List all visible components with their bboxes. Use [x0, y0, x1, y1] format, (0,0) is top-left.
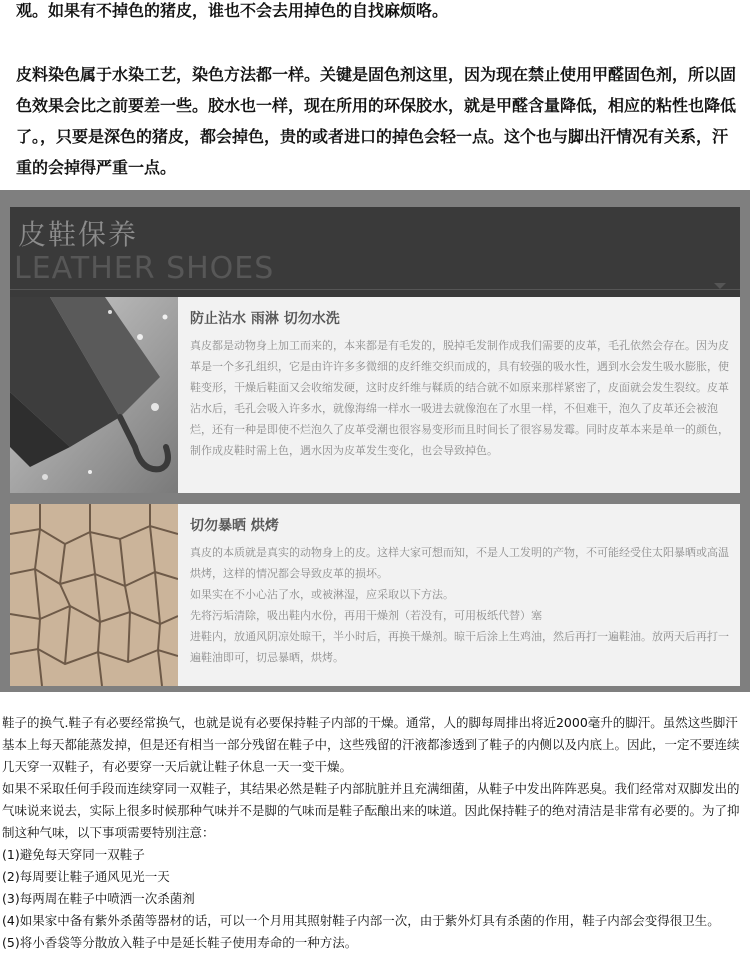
intro-line: 观。如果有不掉色的猪皮，谁也不会去用掉色的自找麻烦咯。 — [16, 1, 449, 20]
leather-shoes-banner — [10, 207, 740, 297]
no-sun-body — [190, 542, 732, 668]
list-item: (4)如果家中备有紫外杀菌等器材的话，可以一个月用其照射鞋子内部一次，由于紫外灯具有杀菌的作用，鞋子内部会变得很卫生。 — [2, 913, 720, 928]
no-sun-line: 如果实在不小心沾了水，或被淋湿，应采取以下方法。 — [190, 588, 454, 601]
no-sun-line: 真皮的本质就是真实的动物身上的皮。这样大家可想而知，不是人工发明的产物，不可能经受住太阳暴晒或高温烘烤，这样的情况都会导致皮革的损坏。 — [190, 546, 729, 580]
waterproof-body — [190, 335, 732, 461]
banner-divider — [10, 289, 740, 290]
list-item: (2)每周要让鞋子通风见光一天 — [2, 869, 170, 884]
umbrella-photo — [10, 297, 178, 493]
no-sun-line: 进鞋内，放通风阴凉处晾干，半小时后，再换干燥剂。晾干后涂上生鸡油，然后再打一遍鞋油。放两天后再打一遍鞋油即可，切忌暴晒，烘烤。 — [190, 630, 729, 664]
intro-section — [16, 0, 740, 183]
no-sun-card — [10, 504, 740, 686]
waterproof-line: 真皮都是动物身上加工而来的，本来都是有毛发的，脱掉毛发制作成我们需要的皮革，毛孔依然会存在。因为皮革是一个多孔组织，它是由许许多多微细的皮纤维交织而成的，具有较强的吸水性，遇到水会发生吸水膨胀，使鞋变形，干燥后鞋面又会收缩发硬，这时皮纤维与鞣质的结合就不如原来那样紧密了，皮面就会发生裂纹。皮革沾水后，毛孔会吸入许多水，就像海绵一样水一吸进去就像泡在了水里一样，不但难干，泡久了皮革还会被泡烂，还有一种是即使不烂泡久了皮革受潮也很容易变形而且时间长了很容易发霉。同时皮革本来是单一的颜色，制作成皮鞋时需上色，遇水因为皮革发生变化，也会导致掉色。 — [190, 339, 729, 457]
cracked-earth-photo — [10, 504, 178, 686]
body-paragraph: 鞋子的换气.鞋子有必要经常换气，也就是说有必要保持鞋子内部的干燥。通常，人的脚每周排出将近2000毫升的脚汗。虽然这些脚汗基本上每天都能蒸发掉，但是还有相当一部分残留在鞋子中，这些残留的汗液都渗透到了鞋子的内侧以及内底上。因此，一定不要连续几天穿一双鞋子，有必要穿一天后就让鞋子休息一天一变干燥。 — [2, 715, 740, 774]
banner-title-en: LEATHER SHOES — [14, 251, 275, 286]
ventilation-section — [2, 712, 748, 954]
list-item: (5)将小香袋等分散放入鞋子中是延长鞋子使用寿命的一种方法。 — [2, 935, 358, 950]
intro-paragraph: 皮料染色属于水染工艺，染色方法都一样。关键是固色剂这里，因为现在禁止使用甲醛固色剂，所以固色效果会比之前要差一些。胶水也一样，现在所用的环保胶水，就是甲醛含量降低，相应的粘性也降低了。，只要是深色的猪皮，都会掉色，贵的或者进口的掉色会轻一点。这个也与脚出汗情况有关系，汗重的会掉得严重一点。 — [16, 65, 737, 177]
care-panel — [0, 190, 750, 692]
list-item: (1)避免每天穿同一双鞋子 — [2, 847, 145, 862]
no-sun-title: 切勿暴晒 烘烤 — [190, 518, 279, 534]
waterproof-text — [190, 309, 732, 461]
list-item: (3)每两周在鞋子中喷洒一次杀菌剂 — [2, 891, 195, 906]
waterproof-card — [10, 297, 740, 493]
no-sun-line: 先将污垢清除，吸出鞋内水份，再用干燥剂（若没有，可用板纸代替）塞 — [190, 609, 542, 622]
banner-title-cn: 皮鞋保养 — [18, 218, 139, 251]
waterproof-title: 防止沾水 雨淋 切勿水洗 — [190, 311, 340, 327]
banner-arrow-icon — [714, 283, 726, 289]
body-paragraph: 如果不采取任何手段而连续穿同一双鞋子，其结果必然是鞋子内部肮脏并且充满细菌，从鞋子中发出阵阵恶臭。我们经常对双脚发出的气味说来说去，实际上很多时候那种气味并不是脚的气味而是鞋子酝酿出来的味道。因此保持鞋子的绝对清洁是非常有必要的。为了抑制这种气味，以下事项需要特别注意： — [2, 781, 740, 840]
no-sun-text — [190, 516, 732, 668]
